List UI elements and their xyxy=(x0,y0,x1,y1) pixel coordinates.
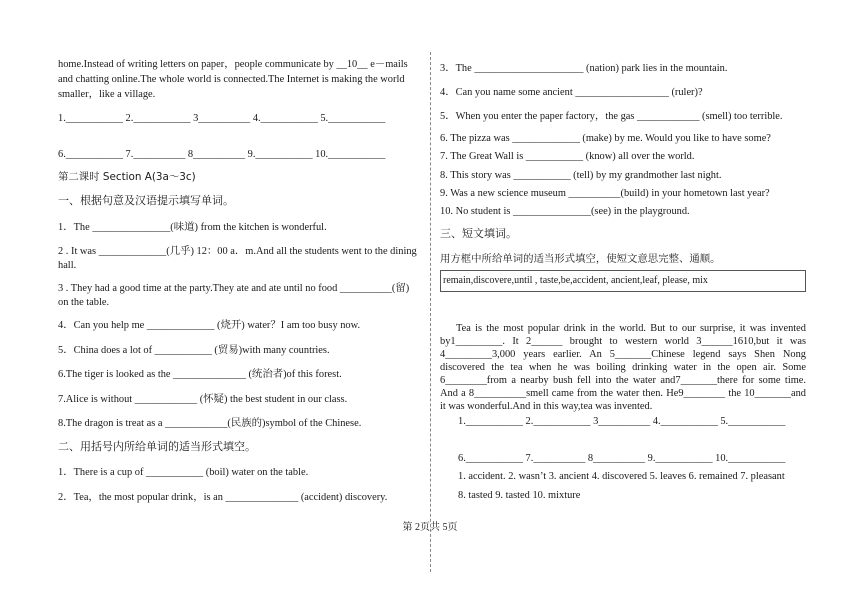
section1-title: 一、根据句意及汉语提示填写单词。 xyxy=(58,194,234,207)
answer-row: 6.___________ 7.__________ 8__________ 9.___________ 10.___________ xyxy=(458,453,786,464)
intro-line: home.Instead of writing letters on paper，people communicate by __10__ e－mails xyxy=(58,59,408,70)
exercise-item: 5．China does a lot of ___________ (贸易)with many countries. xyxy=(58,345,330,356)
exercise-item: 1．The _______________(味道) from the kitchen is wonderful. xyxy=(58,222,327,233)
exercise-item: 9. Was a new science museum __________(build) in your hometown last year? xyxy=(440,188,770,199)
exercise-item: 4．Can you name some ancient __________________ (ruler)? xyxy=(440,87,703,98)
answer-row: 1.___________ 2.___________ 3__________ 4.___________ 5.___________ xyxy=(58,113,386,124)
exercise-item: 8. This story was ___________ (tell) by my grandmother last night. xyxy=(440,170,722,181)
exercise-item: 3．The _____________________ (nation) park lies in the mountain. xyxy=(440,63,728,74)
answer-row: 1.___________ 2.___________ 3__________ 4.___________ 5.___________ xyxy=(458,416,786,427)
cloze-passage xyxy=(440,322,806,413)
exercise-item: 7. The Great Wall is ___________ (know) all over the world. xyxy=(440,151,695,162)
intro-line: and chatting online.The whole world is connected.The Internet is making the world xyxy=(58,74,405,85)
section3-title: 三、短文填词。 xyxy=(440,227,517,240)
column-divider xyxy=(430,52,431,572)
exercise-item: 7.Alice is without ____________ (怀疑) the best student in our class. xyxy=(58,394,348,405)
exercise-item: 3 . They had a good time at the party.They ate and ate until no food __________(留) on the table. xyxy=(58,283,410,308)
answer-key: 1. accident. 2. wasn’t 3. ancient 4. discovered 5. leaves 6. remained 7. pleasant xyxy=(458,471,785,482)
exercise-item: 2．Tea，the most popular drink，is an ______________ (accident) discovery. xyxy=(58,492,388,503)
answer-row: 6.___________ 7.__________ 8__________ 9.___________ 10.___________ xyxy=(58,149,386,160)
exercise-item: 6. The pizza was _____________ (make) by me. Would you like to have some? xyxy=(440,133,771,144)
exercise-item: 5．When you enter the paper factory，the gas ____________ (smell) too terrible. xyxy=(440,111,783,122)
lesson-title: 第二课时 Section A(3a～3c) xyxy=(58,171,196,183)
exercise-item: 6.The tiger is looked as the ______________ (统治者)of this forest. xyxy=(58,369,342,380)
exercise-item: 8.The dragon is treat as a ____________(民族的)symbol of the Chinese. xyxy=(58,418,362,429)
passage-text: Tea is the most popular drink in the world. But to our surprise, it was invented by1_________. It 2______ brought to western world 3______1610,but it was 4_________3,000 years earlier. An 5_______Chinese legend says Shen Nong discovered the tea when he was boiling drinking water in the open air. Some 6________from a nearby bush fell into the water and7_______there for some time. And a 8__________smell came from the water then. He9________ the 10_______and it was wonderful.And in this way,tea was invented. xyxy=(440,323,806,412)
page-footer: 第 2页共 5页 xyxy=(402,522,458,533)
exercise-item: 1．There is a cup of ___________ (boil) water on the table. xyxy=(58,467,309,478)
word-box: remain,discovere,until , taste,be,accident, ancient,leaf, please, mix xyxy=(440,270,806,292)
intro-line: smaller，like a village. xyxy=(58,89,156,100)
section2-title: 二、用括号内所给单词的适当形式填空。 xyxy=(58,440,256,453)
answer-key: 8. tasted 9. tasted 10. mixture xyxy=(458,490,581,501)
section3-instruction: 用方框中所给单词的适当形式填空，使短文意思完整、通顺。 xyxy=(440,253,721,265)
exercise-item: 10. No student is _______________(see) in the playground. xyxy=(440,206,690,217)
exercise-item: 2 . It was _____________(几乎) 12：00 a．m.And all the students went to the dining hall. xyxy=(58,246,417,271)
exercise-item: 4．Can you help me _____________ (烧开) water？I am too busy now. xyxy=(58,320,361,331)
